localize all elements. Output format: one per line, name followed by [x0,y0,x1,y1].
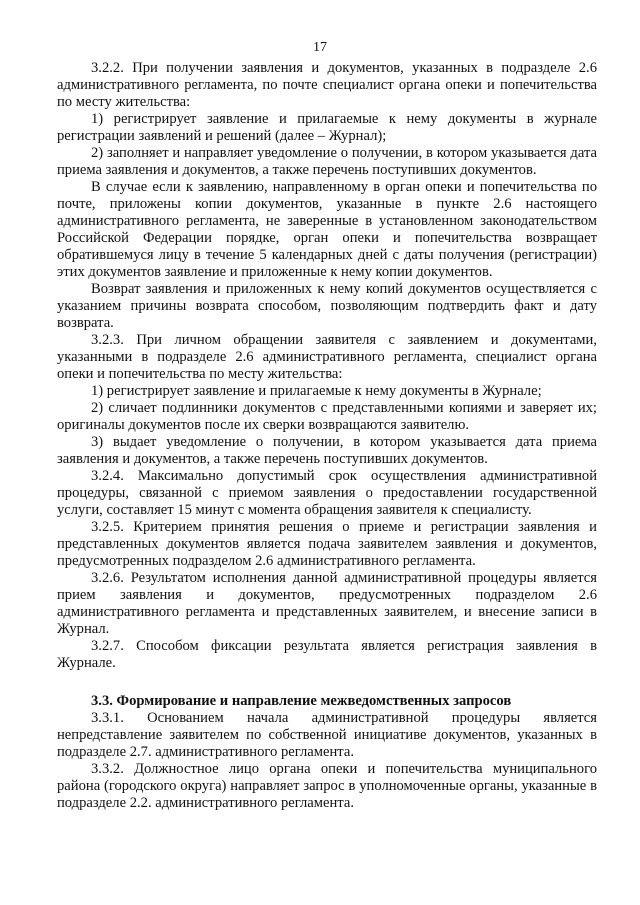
paragraph-3-2-5: 3.2.5. Критерием принятия решения о приеме и регистрации заявления и представленных документов является подача заявителем заявления и документов, предусмотренных подразделом 2.6 административного регламента. [57,519,597,569]
paragraph-3-2-3-item-3: 3) выдает уведомление о получении, в котором указывается дата приема заявления и документов, а также перечень поступивших документов. [57,434,597,467]
paragraph-3-3-1: 3.3.1. Основанием начала административной процедуры является непредставление заявителем по собственной инициативе документов, указанных в подразделе 2.7. административного регламента. [57,710,597,760]
paragraph-3-3-2: 3.3.2. Должностное лицо органа опеки и попечительства муниципального района (городского округа) направляет запрос в уполномоченные органы, указанные в подразделе 2.2. административного регламента. [57,761,597,811]
paragraph-3-2-3-item-1: 1) регистрирует заявление и прилагаемые к нему документы в Журнале; [91,383,542,399]
page-number: 17 [313,40,327,55]
paragraph-return-condition: В случае если к заявлению, направленному в орган опеки и попечительства по почте, приложены копии документов, указанные в пункте 2.6 настоящего административного регламента, не заверенные в установленном законодательством Российской Федерации порядке, орган опеки и попечительства возвращает обратившемуся лицу в течение 5 календарных дней с даты получения (регистрации) этих документов заявление и приложенные к нему копии документов. [57,179,597,280]
paragraph-3-2-4: 3.2.4. Максимально допустимый срок осуществления административной процедуры, связанной с приемом заявления о предоставлении государственной услуги, составляет 15 минут с момента обращения заявителя к специалисту. [57,468,597,518]
paragraph-3-2-2: 3.2.2. При получении заявления и документов, указанных в подразделе 2.6 административного регламента, по почте специалист органа опеки и попечительства по месту жительства: [57,60,597,110]
paragraph-3-2-3-item-2: 2) сличает подлинники документов с представленными копиями и заверяет их; оригиналы документов после их сверки возвращаются заявителю. [57,400,597,433]
paragraph-3-2-2-item-1: 1) регистрирует заявление и прилагаемые к нему документы в журнале регистрации заявлений и решений (далее – Журнал); [57,111,597,144]
paragraph-3-2-7: 3.2.7. Способом фиксации результата является регистрация заявления в Журнале. [57,638,597,671]
paragraph-3-2-2-item-2: 2) заполняет и направляет уведомление о получении, в котором указывается дата приема заявления и документов, а также перечень поступивших документов. [57,145,597,178]
paragraph-3-2-3: 3.2.3. При личном обращении заявителя с заявлением и документами, указанными в подразделе 2.6 административного регламента, специалист органа опеки и попечительства по месту жительства: [57,332,597,382]
paragraph-3-2-6: 3.2.6. Результатом исполнения данной административной процедуры является прием заявления и документов, предусмотренных подразделом 2.6 административного регламента и представленных заявителем, и внесение записи в Журнал. [57,570,597,637]
section-heading-3-3: 3.3. Формирование и направление межведомственных запросов [91,693,512,709]
document-body [57,60,597,812]
paragraph-return-method: Возврат заявления и приложенных к нему копий документов осуществляется с указанием причины возврата способом, позволяющим подтвердить факт и дату возврата. [57,281,597,331]
